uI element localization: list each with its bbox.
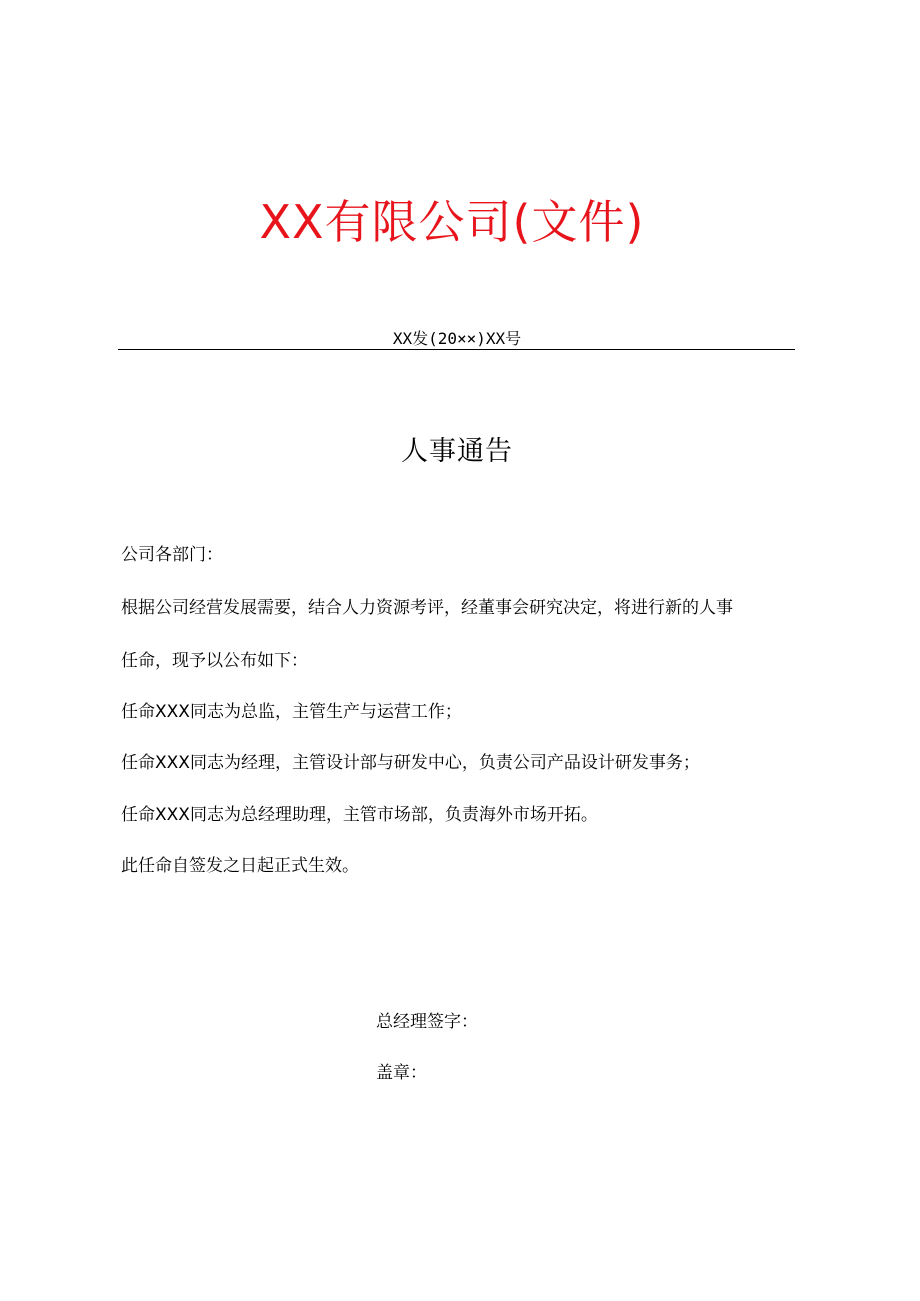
salutation: 公司各部门： xyxy=(121,545,223,565)
notice-title: 人事通告 xyxy=(401,436,513,467)
company-name-header: XX有限公司(文件) xyxy=(259,195,645,249)
seal-label: 盖章： xyxy=(376,1063,427,1083)
appointment-item: 任命XXX同志为总监，主管生产与运营工作； xyxy=(121,702,462,722)
intro-paragraph-line-2: 任命，现予以公布如下： xyxy=(121,651,308,671)
appointment-item: 任命XXX同志为总经理助理，主管市场部，负责海外市场开拓。 xyxy=(121,805,598,825)
appointment-item: 任命XXX同志为经理，主管设计部与研发中心，负责公司产品设计研发事务； xyxy=(121,753,700,773)
intro-paragraph-line-1: 根据公司经营发展需要，结合人力资源考评，经董事会研究决定，将进行新的人事 xyxy=(121,598,733,618)
gm-signature-label: 总经理签字： xyxy=(376,1012,478,1032)
document-number: XX发(20××)XX号 xyxy=(392,329,522,348)
effective-statement: 此任命自签发之日起正式生效。 xyxy=(121,856,359,876)
header-divider xyxy=(118,349,795,350)
